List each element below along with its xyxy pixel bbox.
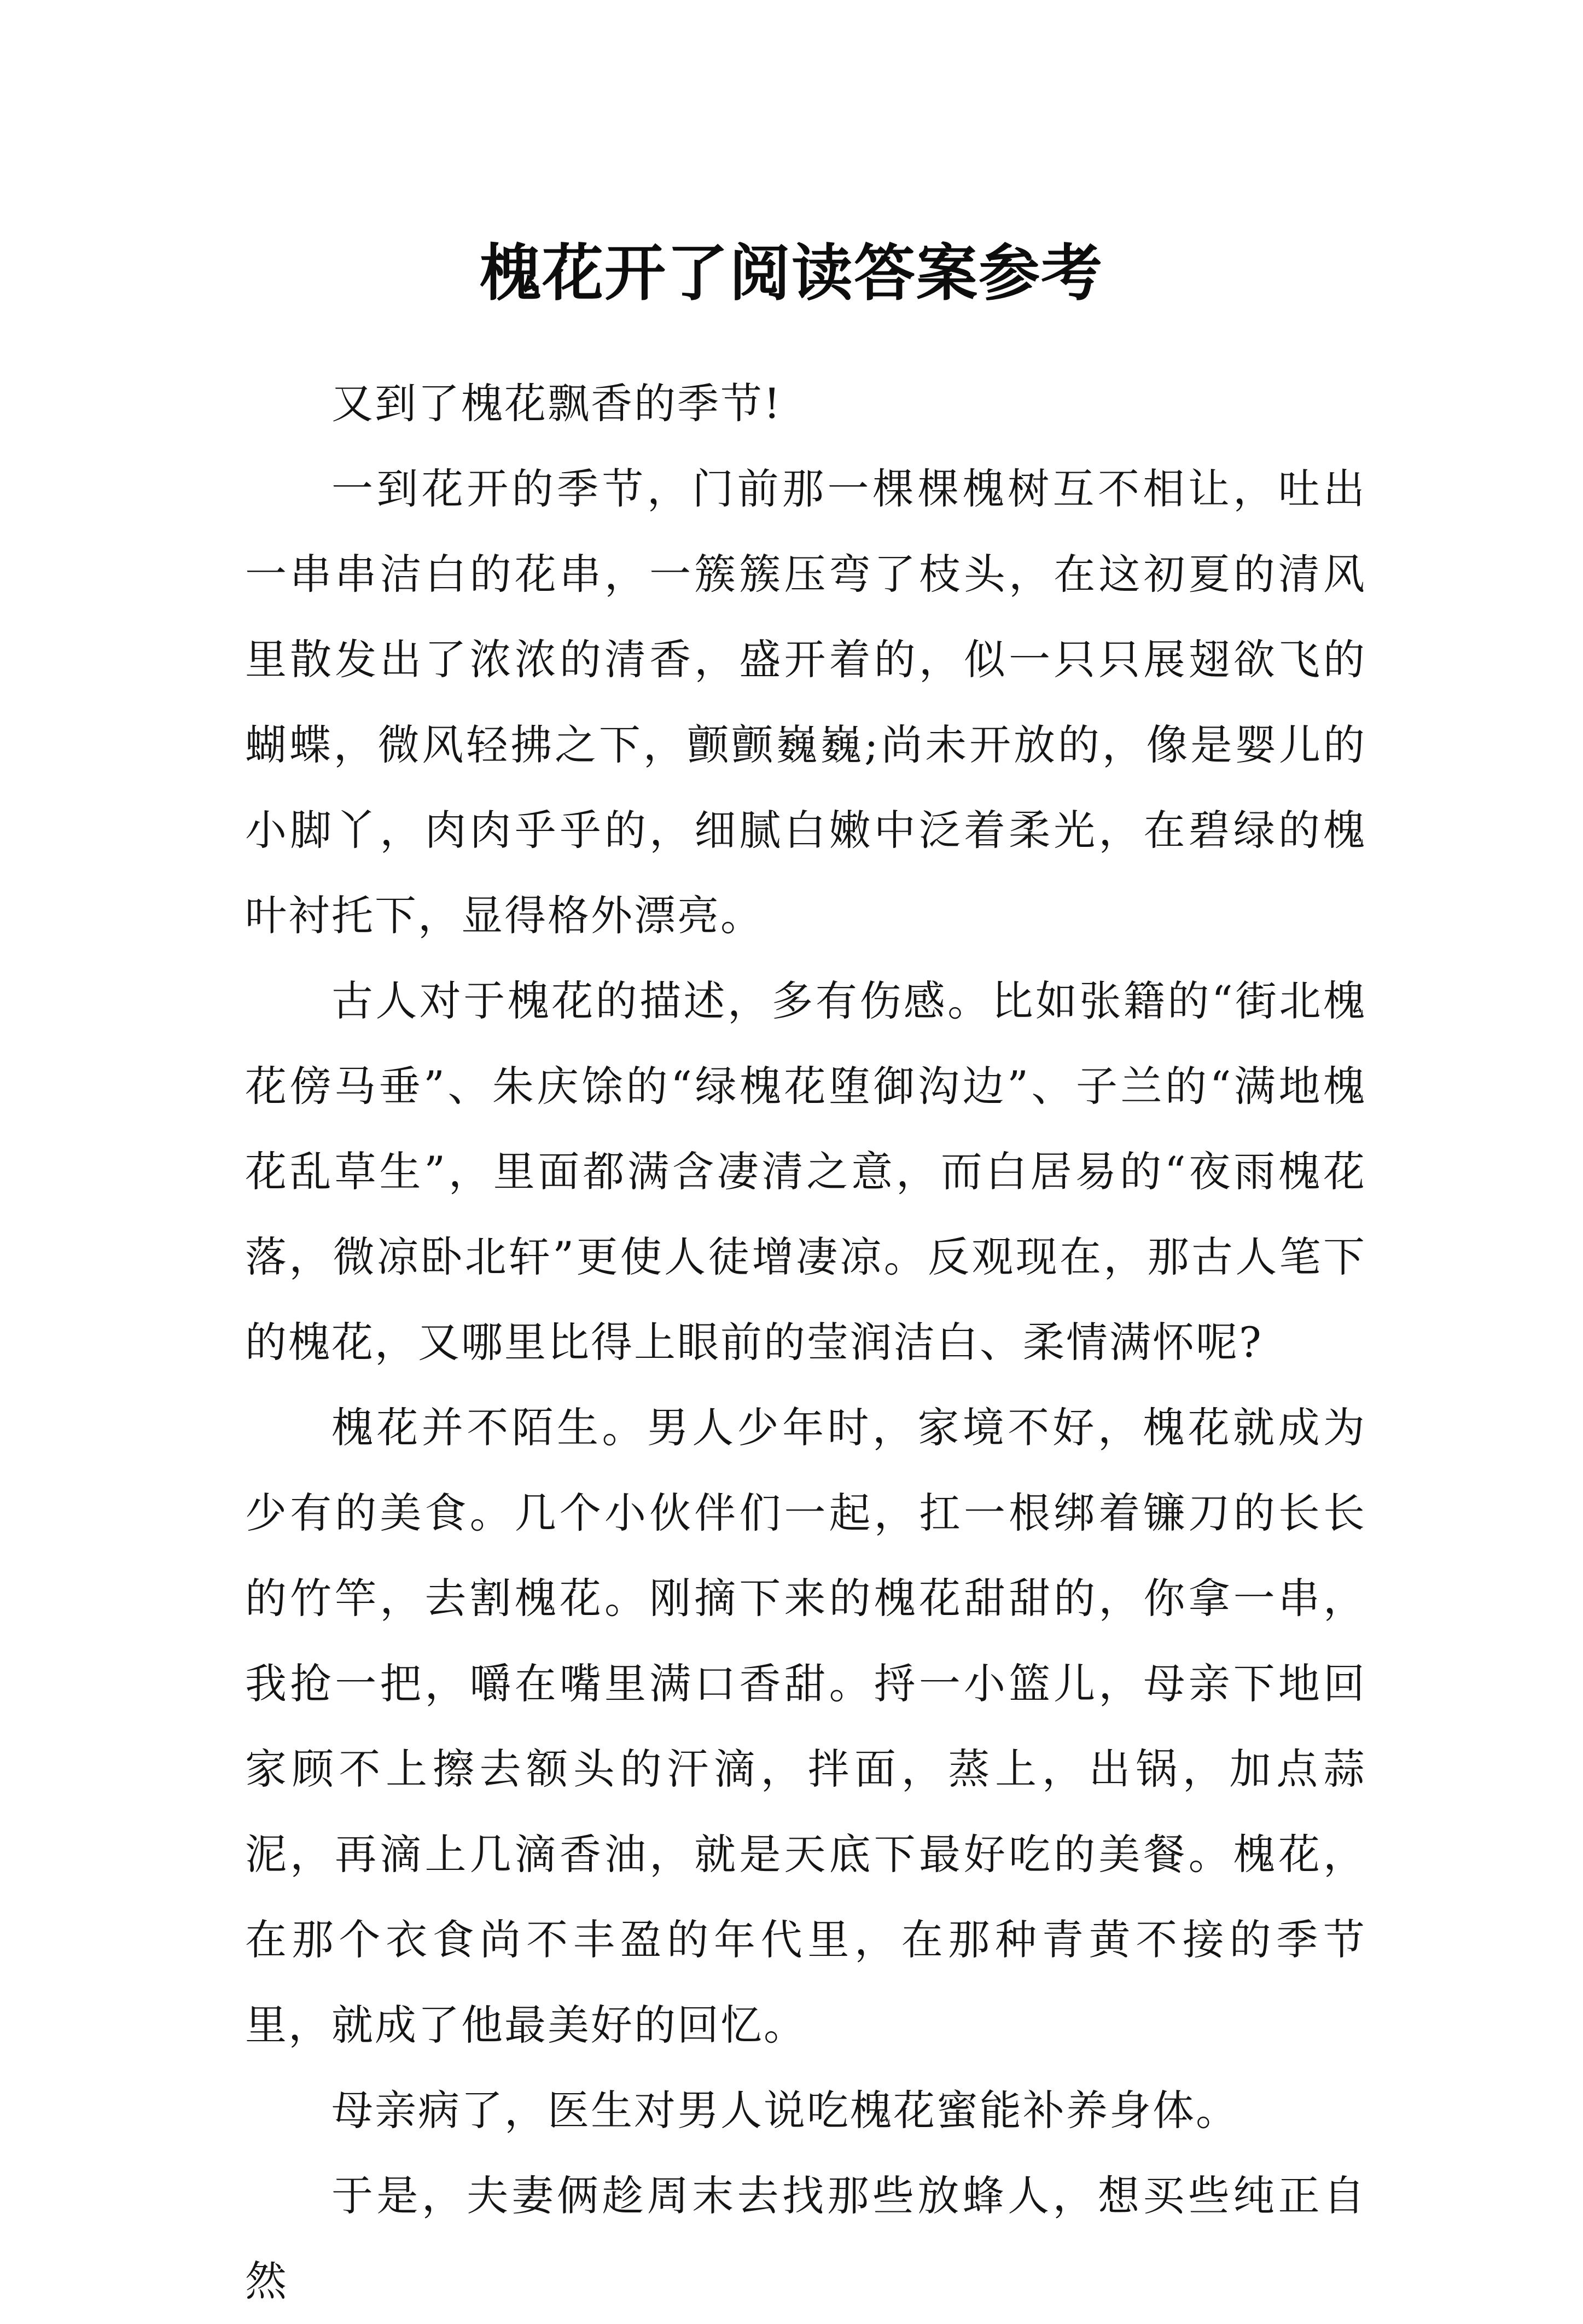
paragraph-3: 古人对于槐花的描述，多有伤感。比如张籍的“街北槐花傍马垂”、朱庆馀的“绿槐花堕御沟边”、子兰的“满地槐花乱草生”，里面都满含凄清之意，而白居易的“夜雨槐花落，微凉卧北轩”更使人徒增凄凉。反观现在，那古人笔下的槐花，又哪里比得上眼前的莹润洁白、柔情满怀呢?: [245, 977, 1366, 1367]
paragraph-1: 又到了槐花飘香的季节!: [331, 379, 782, 428]
paragraph-6: 于是，夫妻俩趁周末去找那些放蜂人，想买些纯正自然: [245, 2171, 1366, 2305]
paragraph-2: 一到花开的季节，门前那一棵棵槐树互不相让，吐出一串串洁白的花串，一簇簇压弯了枝头，在这初夏的清风里散发出了浓浓的清香，盛开着的，似一只只展翅欲飞的蝴蝶，微风轻拂之下，颤颤巍巍;尚未开放的，像是婴儿的小脚丫，肉肉乎乎的，细腻白嫩中泛着柔光，在碧绿的槐叶衬托下，显得格外漂亮。: [245, 464, 1366, 940]
paragraph-4: 槐花并不陌生。男人少年时，家境不好，槐花就成为少有的美食。几个小伙伴们一起，扛一根绑着镰刀的长长的竹竿，去割槐花。刚摘下来的槐花甜甜的，你拿一串，我抢一把，嚼在嘴里满口香甜。捋一小篮儿，母亲下地回家顾不上擦去额头的汗滴，拌面，蒸上，出锅，加点蒜泥，再滴上几滴香油，就是天底下最好吃的美餐。槐花，在那个衣食尚不丰盈的年代里，在那种青黄不接的季节里，就成了他最美好的回忆。: [245, 1403, 1366, 2049]
paragraph-5: 母亲病了，医生对男人说吃槐花蜜能补养身体。: [331, 2086, 1239, 2135]
document-body: [245, 361, 1366, 2324]
document-title: 槐花开了阅读答案参考: [480, 237, 1103, 310]
